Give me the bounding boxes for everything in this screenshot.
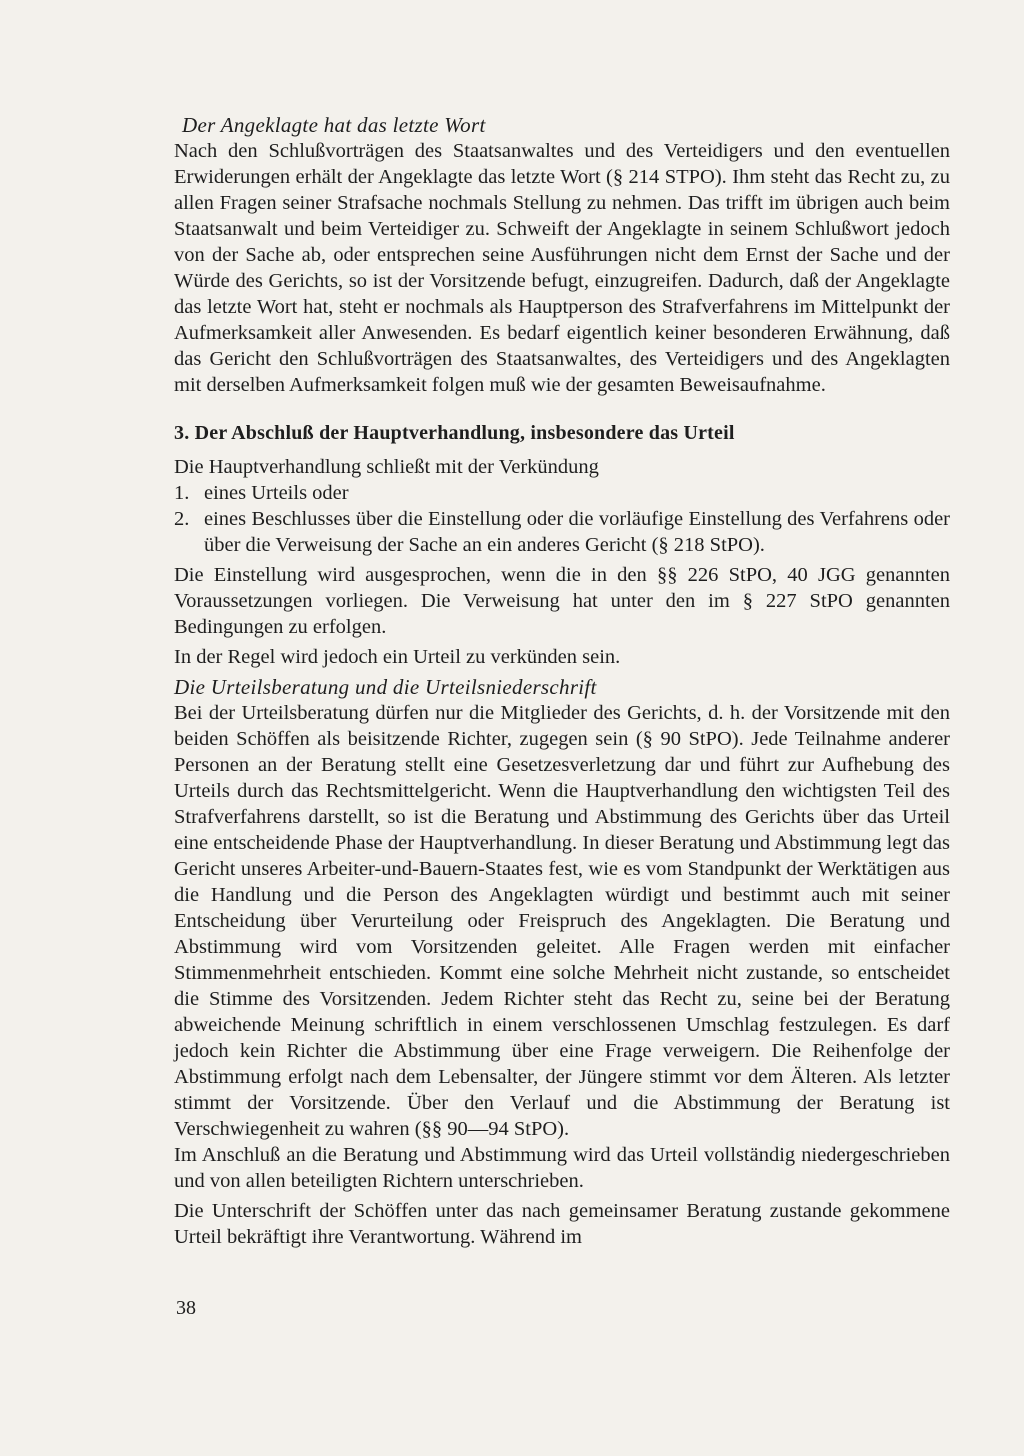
subheading-deliberation: Die Urteilsberatung und die Urteilsniederschrift [174, 675, 597, 699]
subheading-last-word: Der Angeklagte hat das letzte Wort [182, 113, 486, 137]
list-item-text: eines Urteils oder [204, 482, 349, 504]
list-item [174, 506, 950, 558]
paragraph-last-word: Nach den Schlußvorträgen des Staatsanwaltes und des Verteidigers und den eventuellen Erwiderungen erhält der Angeklagte das letzte Wort (§ 214 STPO). Ihm steht das Recht zu, zu allen Fragen seiner Strafsache nochmals Stellung zu nehmen. Das trifft im übrigen auch beim Staatsanwalt und beim Verteidiger zu. Schweift der Angeklagte in seinem Schlußwort jedoch von der Sache ab, oder entsprechen seine Ausführungen nicht dem Ernst der Sache und der Würde des Gerichts, so ist der Vorsitzende befugt, einzugreifen. Dadurch, daß der Angeklagte das letzte Wort hat, steht er nochmals als Hauptperson des Strafverfahrens im Mittelpunkt der Aufmerksamkeit aller Anwesenden. Es bedarf eigentlich keiner besonderen Erwähnung, daß das Gericht den Schlußvorträgen des Staatsanwaltes, des Verteidigers und des Angeklagten mit derselben Aufmerksamkeit folgen muß wie der gesamten Beweisaufnahme. [174, 140, 950, 396]
paragraph-announcement: Die Hauptverhandlung schließt mit der Verkündung [174, 456, 599, 478]
paragraph-written-judgment: Im Anschluß an die Beratung und Abstimmung wird das Urteil vollständig niedergeschrieben und von allen beteiligten Richtern unterschrieben. [174, 1144, 950, 1192]
conclusion-list [174, 480, 950, 558]
paragraph-signature: Die Unterschrift der Schöffen unter das nach gemeinsamer Beratung zustande gekommene Urteil bekräftigt ihre Verantwortung. Während im [174, 1200, 950, 1248]
paragraph-deliberation: Bei der Urteilsberatung dürfen nur die Mitglieder des Gerichts, d. h. der Vorsitzende mit den beiden Schöffen als beisitzende Richter, zugegen sein (§ 90 StPO). Jede Teilnahme anderer Personen an der Beratung stellt eine Gesetzesverletzung dar und führt zur Aufhebung des Urteils durch das Rechtsmittelgericht. Wenn die Hauptverhandlung den wichtigsten Teil des Strafverfahrens darstellt, so ist die Beratung und Abstimmung des Gerichts über das Urteil eine entscheidende Phase der Hauptverhandlung. In dieser Beratung und Abstimmung legt das Gericht unseres Arbeiter-und-Bauern-Staates fest, wie es vom Standpunkt der Werktätigen aus die Handlung und die Person des Angeklagten würdigt und bestimmt auch mit seiner Entscheidung über Verurteilung oder Freispruch des Angeklagten. Die Beratung und Abstimmung wird vom Vorsitzenden geleitet. Alle Fragen werden mit einfacher Stimmenmehrheit entschieden. Kommt eine solche Mehrheit nicht zustande, so entscheidet die Stimme des Vorsitzenden. Jedem Richter steht das Recht zu, seine bei der Beratung abweichende Meinung schriftlich in einem verschlossenen Umschlag festzulegen. Es darf jedoch kein Richter die Abstimmung über eine Frage verweigern. Die Reihenfolge der Abstimmung erfolgt nach dem Lebensalter, der Jüngere stimmt vor dem Älteren. Als letzter stimmt der Vorsitzende. Über den Verlauf und die Abstimmung der Beratung ist Verschwiegenheit zu wahren (§§ 90—94 StPO). [174, 702, 950, 1140]
page-number: 38 [176, 1297, 196, 1319]
page-body [174, 112, 950, 1250]
section-heading-conclusion: 3. Der Abschluß der Hauptverhandlung, insbesondere das Urteil [174, 422, 735, 444]
list-item [174, 480, 950, 506]
list-item-text: eines Beschlusses über die Einstellung oder die vorläufige Einstellung des Verfahrens oder über die Verweisung der Sache an ein anderes Gericht (§ 218 StPO). [204, 508, 950, 556]
list-item-number: 2. [174, 508, 190, 530]
paragraph-rule: In der Regel wird jedoch ein Urteil zu verkünden sein. [174, 646, 621, 668]
paragraph-discontinuation: Die Einstellung wird ausgesprochen, wenn die in den §§ 226 StPO, 40 JGG genannten Voraussetzungen vorliegen. Die Verweisung hat unter den im § 227 StPO genannten Bedingungen zu erfolgen. [174, 564, 950, 638]
list-item-number: 1. [174, 482, 190, 504]
